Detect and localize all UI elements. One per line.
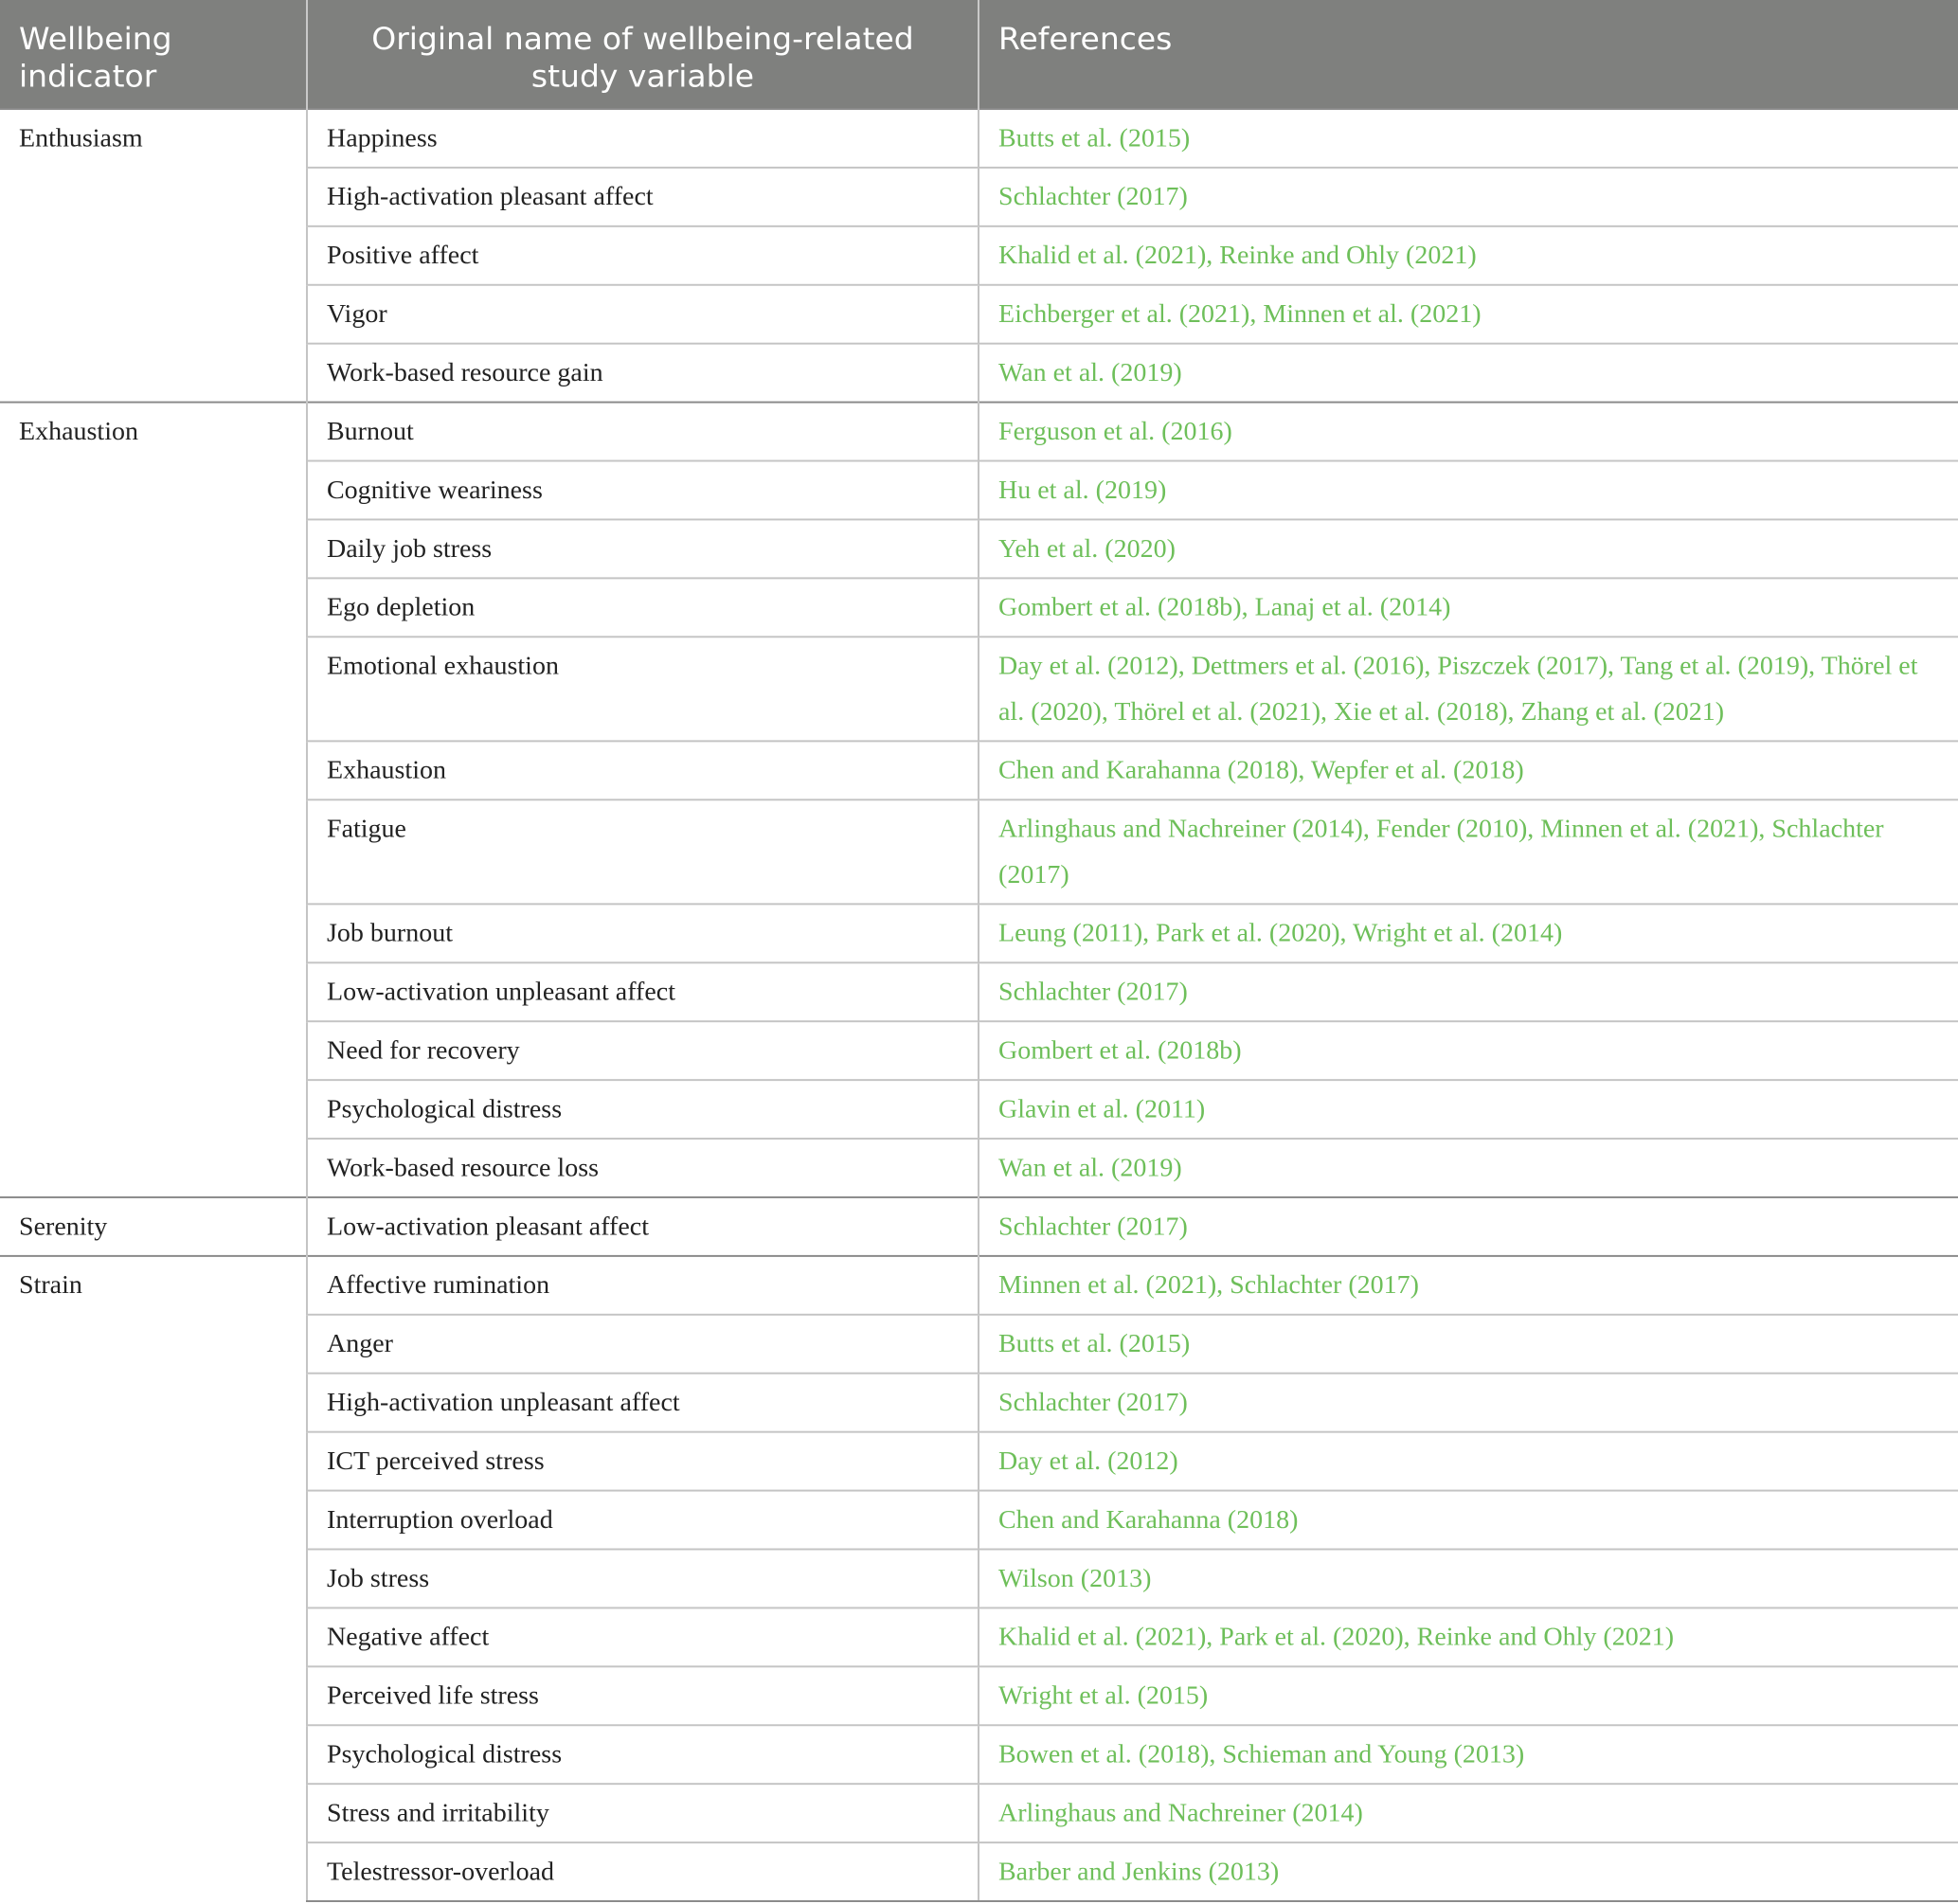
references-link-cell[interactable]: Hu et al. (2019) (979, 461, 1958, 520)
study-variable-cell: Perceived life stress (307, 1666, 979, 1725)
study-variable-cell: Psychological distress (307, 1080, 979, 1139)
study-variable-cell: Job stress (307, 1549, 979, 1608)
references-link-cell[interactable]: Bowen et al. (2018), Schieman and Young (2013) (979, 1725, 1958, 1784)
references-link-cell[interactable]: Minnen et al. (2021), Schlachter (2017) (979, 1256, 1958, 1315)
references-link-cell[interactable]: Gombert et al. (2018b) (979, 1021, 1958, 1080)
study-variable-cell: High-activation pleasant affect (307, 168, 979, 226)
study-variable-cell: Exhaustion (307, 741, 979, 799)
study-variable-cell: Burnout (307, 403, 979, 461)
table-row (0, 403, 1958, 461)
study-variable-cell: Low-activation pleasant affect (307, 1197, 979, 1256)
study-variable-cell: Cognitive weariness (307, 461, 979, 520)
study-variable-cell: Positive affect (307, 226, 979, 285)
study-variable-cell: Fatigue (307, 799, 979, 904)
references-link-cell[interactable]: Ferguson et al. (2016) (979, 403, 1958, 461)
study-variable-cell: Ego depletion (307, 578, 979, 637)
references-link-cell[interactable]: Wilson (2013) (979, 1549, 1958, 1608)
header-references: References (979, 0, 1958, 109)
study-variable-cell: Work-based resource loss (307, 1139, 979, 1197)
study-variable-cell: Job burnout (307, 904, 979, 962)
references-link-cell[interactable]: Schlachter (2017) (979, 1374, 1958, 1432)
references-link-cell[interactable]: Day et al. (2012) (979, 1432, 1958, 1491)
table-row (0, 1197, 1958, 1256)
study-variable-cell: Psychological distress (307, 1725, 979, 1784)
study-variable-cell: ICT perceived stress (307, 1432, 979, 1491)
study-variable-cell: High-activation unpleasant affect (307, 1374, 979, 1432)
study-variable-cell: Work-based resource gain (307, 344, 979, 403)
references-link-cell[interactable]: Chen and Karahanna (2018) (979, 1491, 1958, 1550)
references-link-cell[interactable]: Khalid et al. (2021), Reinke and Ohly (2021) (979, 226, 1958, 285)
references-link-cell[interactable]: Khalid et al. (2021), Park et al. (2020), Reinke and Ohly (2021) (979, 1608, 1958, 1666)
wellbeing-indicator-cell: Exhaustion (0, 403, 307, 1197)
study-variable-cell: Telestressor-overload (307, 1842, 979, 1901)
references-link-cell[interactable]: Chen and Karahanna (2018), Wepfer et al. (2018) (979, 741, 1958, 799)
header-row (0, 0, 1958, 109)
references-link-cell[interactable]: Butts et al. (2015) (979, 1315, 1958, 1374)
references-link-cell[interactable]: Schlachter (2017) (979, 1197, 1958, 1256)
references-link-cell[interactable]: Glavin et al. (2011) (979, 1080, 1958, 1139)
study-variable-cell: Daily job stress (307, 519, 979, 578)
wellbeing-indicator-cell: Enthusiasm (0, 109, 307, 403)
wellbeing-indicator-cell: Serenity (0, 1197, 307, 1256)
header-indicator: Wellbeing indicator (0, 0, 307, 109)
study-variable-cell: Stress and irritability (307, 1784, 979, 1842)
references-link-cell[interactable]: Schlachter (2017) (979, 962, 1958, 1021)
references-link-cell[interactable]: Arlinghaus and Nachreiner (2014) (979, 1784, 1958, 1842)
references-link-cell[interactable]: Day et al. (2012), Dettmers et al. (2016), Piszczek (2017), Tang et al. (2019), Thörel et al. (2020), Thörel et al. (2021), Xie et al. (2018), Zhang et al. (2021) (979, 637, 1958, 741)
study-variable-cell: Anger (307, 1315, 979, 1374)
table-row (0, 1256, 1958, 1315)
study-variable-cell: Emotional exhaustion (307, 637, 979, 741)
references-link-cell[interactable]: Eichberger et al. (2021), Minnen et al. (2021) (979, 285, 1958, 344)
references-link-cell[interactable]: Wright et al. (2015) (979, 1666, 1958, 1725)
study-variable-cell: Vigor (307, 285, 979, 344)
table-body (0, 109, 1958, 1901)
study-variable-cell: Negative affect (307, 1608, 979, 1666)
references-link-cell[interactable]: Leung (2011), Park et al. (2020), Wright et al. (2014) (979, 904, 1958, 962)
header-variable: Original name of wellbeing-related study variable (307, 0, 979, 109)
study-variable-cell: Happiness (307, 109, 979, 168)
references-link-cell[interactable]: Wan et al. (2019) (979, 344, 1958, 403)
study-variable-cell: Interruption overload (307, 1491, 979, 1550)
references-link-cell[interactable]: Arlinghaus and Nachreiner (2014), Fender (2010), Minnen et al. (2021), Schlachter (2017) (979, 799, 1958, 904)
references-link-cell[interactable]: Barber and Jenkins (2013) (979, 1842, 1958, 1901)
references-link-cell[interactable]: Butts et al. (2015) (979, 109, 1958, 168)
references-link-cell[interactable]: Yeh et al. (2020) (979, 519, 1958, 578)
wellbeing-indicator-cell: Strain (0, 1256, 307, 1901)
study-variable-cell: Low-activation unpleasant affect (307, 962, 979, 1021)
table-row (0, 109, 1958, 168)
references-link-cell[interactable]: Wan et al. (2019) (979, 1139, 1958, 1197)
study-variable-cell: Affective rumination (307, 1256, 979, 1315)
references-link-cell[interactable]: Schlachter (2017) (979, 168, 1958, 226)
study-variable-cell: Need for recovery (307, 1021, 979, 1080)
references-link-cell[interactable]: Gombert et al. (2018b), Lanaj et al. (2014) (979, 578, 1958, 637)
